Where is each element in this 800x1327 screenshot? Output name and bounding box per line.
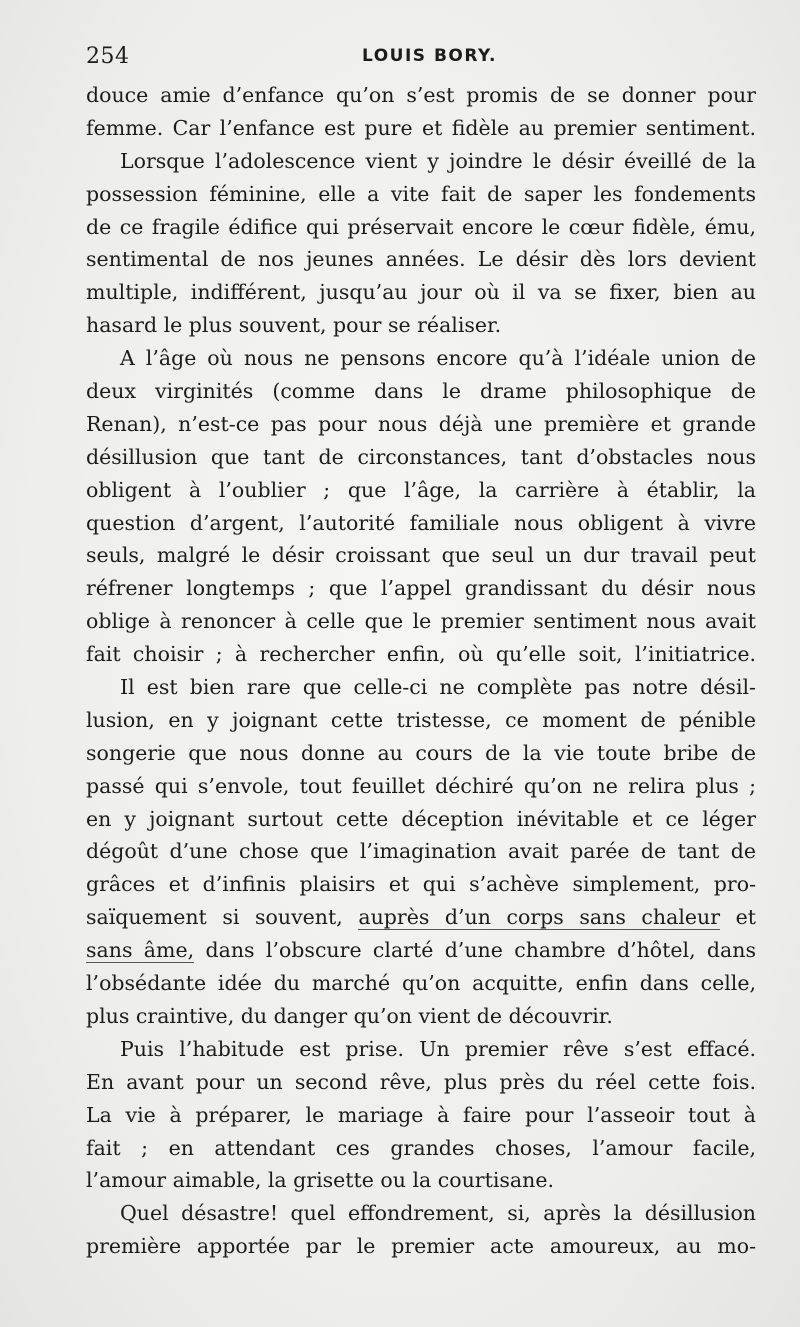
text-line: seuls, malgré le désir croissant que seul un dur travail peut (86, 543, 756, 568)
text-line: lusion, en y joignant cette tristesse, ce moment de pénible (86, 707, 756, 732)
text-line: Lorsque l’adolescence vient y joindre le désir éveillé de la (120, 148, 756, 173)
text-line: possession féminine, elle a vite fait de saper les fondements (86, 181, 756, 206)
text-line: obligent à l’oublier ; que l’âge, la carrière à établir, la (86, 477, 756, 502)
running-head: LOUIS BORY. (362, 46, 497, 66)
text-line: plus craintive, du danger qu’on vient de découvrir. (86, 1003, 613, 1028)
text-line: Puis l’habitude est prise. Un premier rêve s’est effacé. (120, 1036, 756, 1061)
text-line: fait choisir ; à rechercher enfin, où qu’elle soit, l’initiatrice. (86, 642, 756, 667)
text-segment: dans l’obscure clarté d’une chambre d’hôtel, dans (205, 938, 756, 963)
page-header (86, 40, 750, 74)
text-line: de ce fragile édifice qui préservait encore le cœur fidèle, ému, (86, 214, 756, 239)
text-line (86, 901, 756, 934)
text-segment: et (735, 905, 756, 930)
text-line: l’obsédante idée du marché qu’on acquitte, enfin dans celle, (86, 971, 756, 996)
text-line: Quel désastre! quel effondrement, si, après la désillusion (120, 1201, 756, 1226)
text-line: songerie que nous donne au cours de la vie toute bribe de (86, 740, 756, 765)
text-line: A l’âge où nous ne pensons encore qu’à l’idéale union de (120, 346, 756, 371)
text-line: Renan), n’est-ce pas pour nous déjà une première et grande (86, 411, 756, 436)
text-line (86, 934, 756, 967)
text-line: douce amie d’enfance qu’on s’est promis de se donner pour (86, 83, 756, 107)
text-line: fait ; en attendant ces grandes choses, l’amour facile, (86, 1135, 756, 1160)
text-line: désillusion que tant de circonstances, tant d’obstacles nous (86, 444, 756, 469)
text-segment: saïquement si souvent, (86, 905, 343, 930)
text-line: Il est bien rare que celle-ci ne complète pas notre désil- (120, 675, 756, 700)
text-line: hasard le plus souvent, pour se réaliser. (86, 313, 502, 338)
text-line: première apportée par le premier acte amoureux, au mo- (86, 1234, 756, 1259)
text-line: oblige à renoncer à celle que le premier sentiment nous avait (86, 609, 756, 634)
text-line: l’amour aimable, la grisette ou la courtisane. (86, 1168, 554, 1193)
text-line: en y joignant surtout cette déception inévitable et ce léger (86, 806, 756, 831)
text-line: La vie à préparer, le mariage à faire pour l’asseoir tout à (86, 1102, 756, 1127)
text-line: femme. Car l’enfance est pure et fidèle au premier sentiment. (86, 115, 756, 140)
body-text (86, 79, 756, 1263)
text-line: réfrener longtemps ; que l’appel grandissant du désir nous (86, 576, 756, 601)
text-line: dégoût d’une chose que l’imagination avait parée de tant de (86, 839, 756, 864)
text-line: En avant pour un second rêve, plus près du réel cette fois. (86, 1069, 756, 1094)
text-line: grâces et d’infinis plaisirs et qui s’achève simplement, pro- (86, 872, 756, 897)
text-line: passé qui s’envole, tout feuillet déchiré qu’on ne relira plus ; (86, 773, 756, 798)
text-line: multiple, indifférent, jusqu’au jour où il va se fixer, bien au (86, 280, 756, 305)
text-line: deux virginités (comme dans le drame philosophique de (86, 379, 756, 404)
underlined-text: sans âme, (86, 938, 195, 963)
text-line: question d’argent, l’autorité familiale nous obligent à vivre (86, 510, 756, 535)
page-number: 254 (86, 44, 130, 69)
text-line: sentimental de nos jeunes années. Le désir dès lors devient (86, 247, 756, 272)
underlined-text: auprès d’un corps sans chaleur (358, 905, 721, 930)
